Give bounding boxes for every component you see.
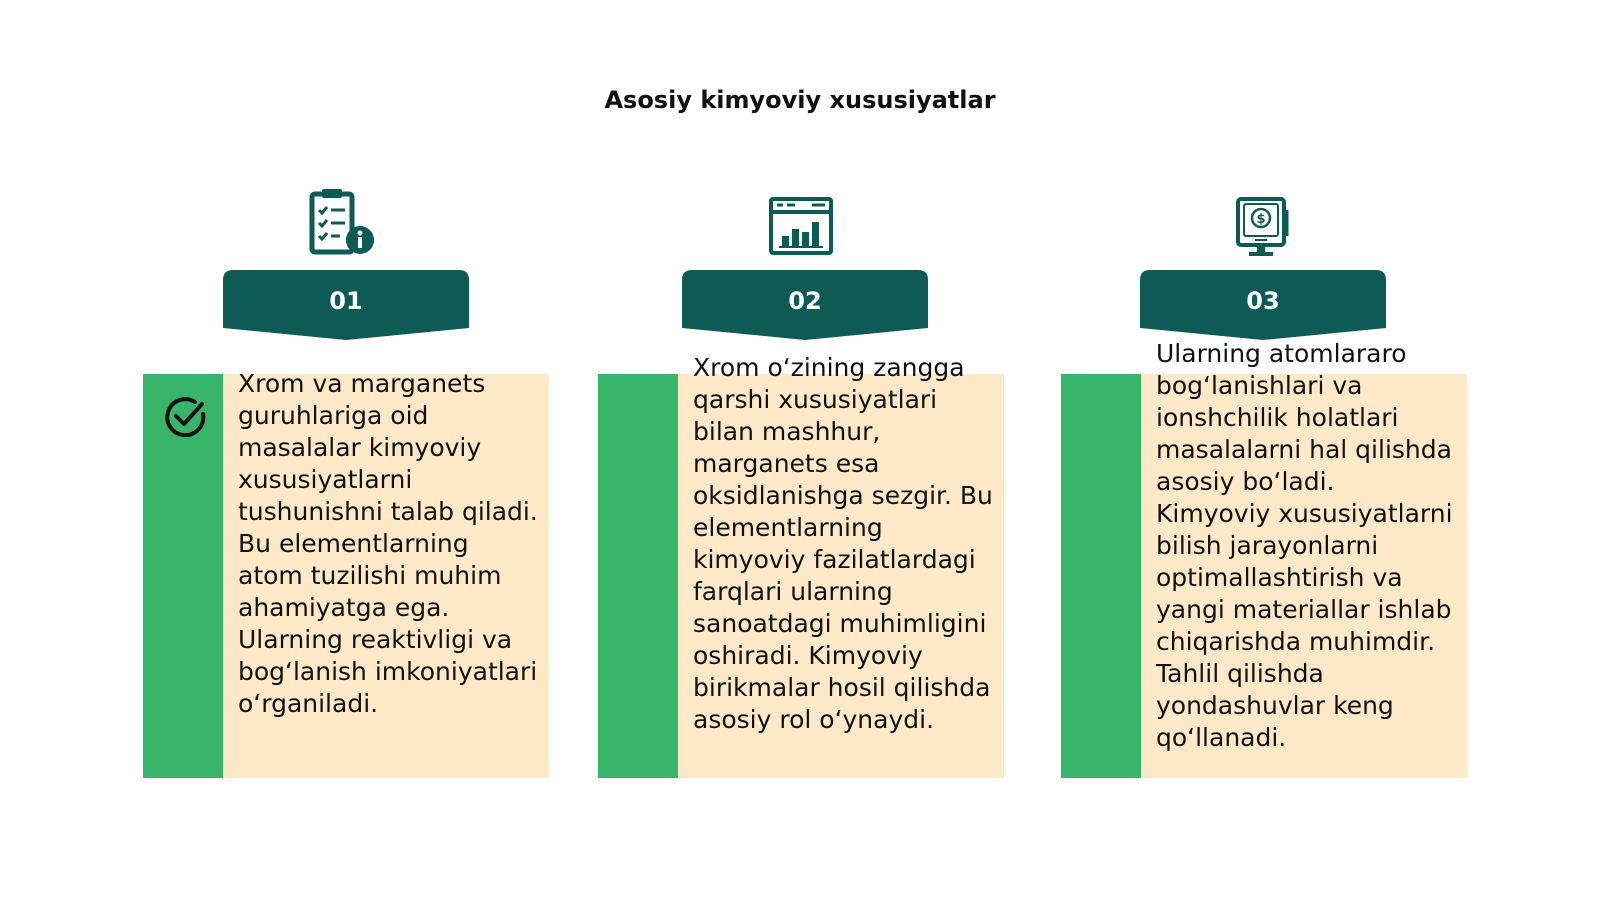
card-text-01: Xrom va marganets guruhlariga oid masalalar kimyoviy xususiyatlarni tushunishni talab qiladi. Bu elementlarning atom tuzilishi muhim ahamiyatga ega. Ularning reaktivligi va bog‘lanish imkoniyatlari o‘rganiladi. bbox=[238, 369, 538, 718]
column-01 bbox=[143, 0, 563, 900]
card-accent-strip bbox=[143, 374, 223, 778]
card-text-02: Xrom o‘zining zangga qarshi xususiyatlari bilan mashhur, marganets esa oksidlanishga sezgir. Bu elementlarning kimyoviy fazilatlardagi farqlari ularning sanoatdagi muhimligini oshiradi. Kimyoviy birikmalar hosil qilishda asosiy rol o‘ynaydi. bbox=[693, 353, 993, 734]
clipboard-info-icon bbox=[308, 188, 378, 258]
column-03 bbox=[1061, 0, 1481, 900]
card-accent-strip bbox=[598, 374, 678, 778]
step-banner-03 bbox=[1140, 270, 1386, 340]
step-number-01: 01 bbox=[329, 287, 363, 315]
page-title: Asosiy kimyoviy xususiyatlar bbox=[604, 86, 996, 114]
info-card-03 bbox=[1061, 339, 1467, 778]
info-card-02 bbox=[598, 353, 1004, 778]
step-number-02: 02 bbox=[788, 287, 822, 315]
column-02 bbox=[598, 0, 1018, 900]
step-banner-02 bbox=[682, 270, 928, 340]
card-text-03: Ularning atomlararo bog‘lanishlari va ionshchilik holatlari masalalarni hal qilishda asosiy bo‘ladi. Kimyoviy xususiyatlarni bilish jarayonlarni optimallashtirish va yangi materiallar ishlab chiqarishda muhimdir. Tahlil qilishda yondashuvlar keng qo‘llanadi. bbox=[1156, 339, 1453, 752]
info-card-01 bbox=[143, 369, 549, 778]
chart-window-icon bbox=[768, 196, 838, 266]
step-banner-01 bbox=[223, 270, 469, 340]
svg-text:$: $ bbox=[1256, 212, 1266, 227]
card-accent-strip bbox=[1061, 374, 1141, 778]
monitor-dollar-icon bbox=[1235, 196, 1305, 266]
check-circle-icon bbox=[163, 394, 209, 440]
step-number-03: 03 bbox=[1246, 287, 1280, 315]
